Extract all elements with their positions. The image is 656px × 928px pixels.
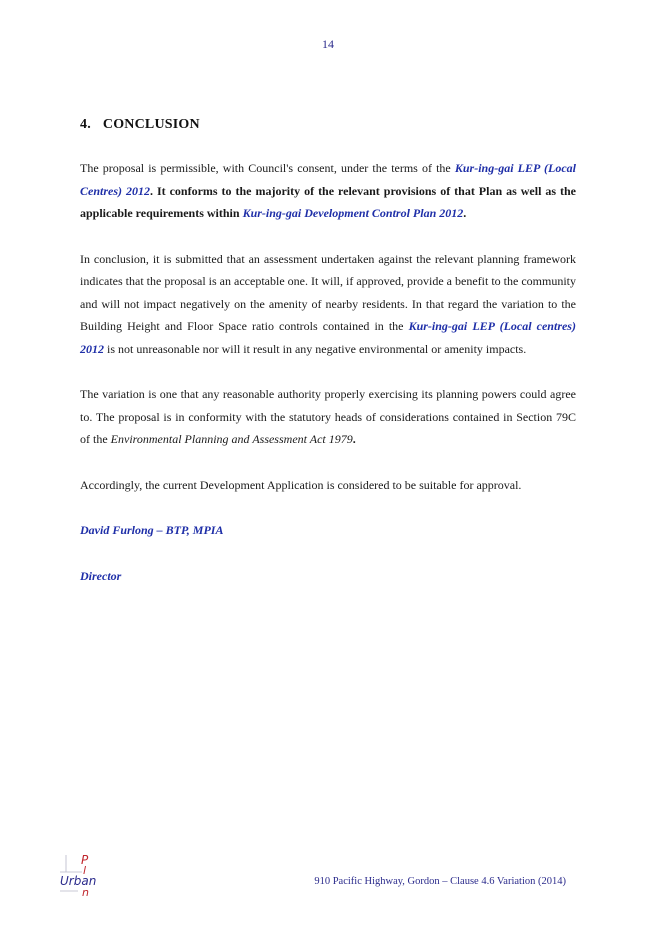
p1-text-2: . It conforms to the majority of the relevant provisions of that Plan as well as the applicable requirements within: [80, 183, 577, 220]
p2-lep-reference: Kur-ing-gai LEP (Local centres) 2012: [80, 319, 576, 356]
section-heading: [80, 117, 200, 133]
p2-text-1: In conclusion, it is submitted that an assessment undertaken against the relevant planning framework indicates that the proposal is an acceptable one. It will, if approved, provide a benefit to the community and will not impact negatively on the amenity of nearby residents. In that regard the variation to the Building Height and Floor Space ratio controls contained in the: [80, 251, 576, 333]
urban-plan-logo-icon: [58, 852, 106, 900]
logo-letter-p: P: [81, 853, 89, 867]
paragraph-3: [80, 383, 576, 451]
logo-word-urban: Urban: [60, 874, 97, 888]
body-text: [80, 157, 576, 610]
paragraph-4: [80, 474, 576, 497]
signature-title: Director: [80, 568, 122, 583]
paragraph-2: [80, 248, 576, 361]
p1-text-1: The proposal is permissible, with Council's consent, under the terms of the: [80, 161, 455, 175]
p2-text-2: is not unreasonable nor will it result in any negative environmental or amenity impacts.: [104, 341, 527, 356]
p3-text-1: The variation is one that any reasonable authority properly exercising its planning powers could agree to. The proposal is in conformity with the statutory heads of considerations contained in Section 79C of the: [80, 387, 576, 446]
p1-dcp-reference: Kur-ing-gai Development Control Plan 2012: [242, 206, 464, 220]
logo-letter-l: l: [83, 864, 87, 877]
signature-name: David Furlong – BTP, MPIA: [80, 523, 224, 537]
p3-text-2: .: [352, 432, 356, 446]
page-footer: 910 Pacific Highway, Gordon – Clause 4.6 Variation (2014): [314, 876, 566, 887]
p1-text-3: .: [463, 206, 467, 220]
p3-act-name: Environmental Planning and Assessment Act 1979: [110, 432, 353, 446]
logo-letter-n: n: [82, 886, 89, 899]
paragraph-1: [80, 157, 576, 225]
p1-lep-reference: Kur-ing-gai LEP (Local Centres) 2012: [80, 161, 577, 198]
p4-text-1: Accordingly, the current Development Application is considered to be suitable for approval.: [80, 477, 522, 492]
section-title: CONCLUSION: [102, 117, 200, 132]
section-number: 4.: [80, 117, 91, 132]
page-number: 14: [322, 37, 334, 51]
